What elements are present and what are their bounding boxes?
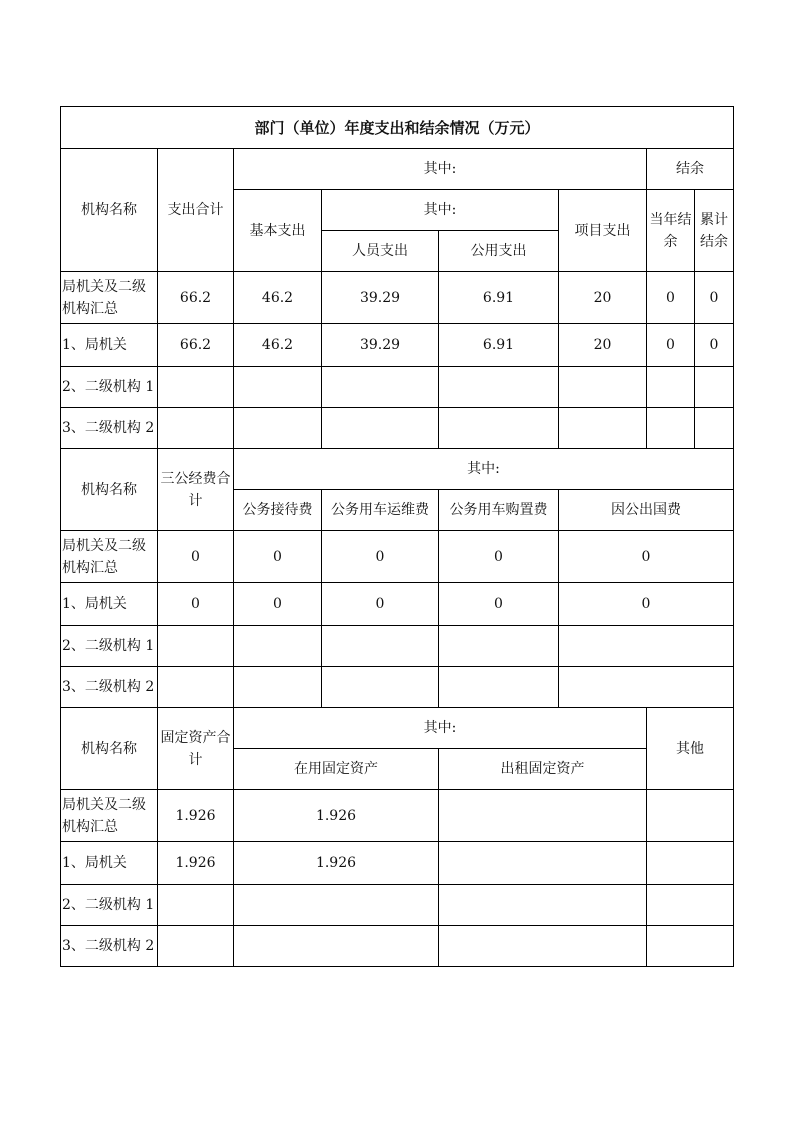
cell-personnel	[322, 367, 439, 408]
s3-total-header: 固定资产合计	[158, 708, 234, 790]
table-title: 部门（单位）年度支出和结余情况（万元）	[61, 107, 734, 149]
cell-rented	[439, 926, 647, 967]
cell-basic	[234, 408, 322, 449]
table-row	[61, 885, 734, 926]
s2-reception-header: 公务接待费	[234, 490, 322, 531]
row-name: 2、二级机构 1	[61, 367, 158, 408]
row-name: 局机关及二级机构汇总	[61, 790, 158, 842]
cell-public: 6.91	[439, 324, 559, 367]
cell-cum-balance: 0	[695, 272, 734, 324]
cell-personnel: 39.29	[322, 324, 439, 367]
cell-car-purchase: 0	[439, 531, 559, 583]
cell-total	[158, 367, 234, 408]
cell-curr-balance	[647, 408, 695, 449]
cell-total: 0	[158, 583, 234, 626]
s3-other-header: 其他	[647, 708, 734, 790]
cell-total: 66.2	[158, 272, 234, 324]
s2-total-header: 三公经费合计	[158, 449, 234, 531]
cell-car-purchase: 0	[439, 583, 559, 626]
s1-of-which: 其中:	[234, 149, 647, 190]
s2-car-purchase-header: 公务用车购置费	[439, 490, 559, 531]
cell-abroad	[559, 667, 734, 708]
s1-project-header: 项目支出	[559, 190, 647, 272]
cell-total: 1.926	[158, 842, 234, 885]
s1-public-header: 公用支出	[439, 231, 559, 272]
cell-reception	[234, 626, 322, 667]
s3-of-which: 其中:	[234, 708, 647, 749]
cell-total: 1.926	[158, 790, 234, 842]
cell-in-use: 1.926	[234, 842, 439, 885]
cell-other	[647, 842, 734, 885]
s3-org-header: 机构名称	[61, 708, 158, 790]
row-name: 1、局机关	[61, 842, 158, 885]
s2-of-which: 其中:	[234, 449, 734, 490]
row-name: 1、局机关	[61, 583, 158, 626]
cell-in-use	[234, 926, 439, 967]
row-name: 3、二级机构 2	[61, 408, 158, 449]
cell-personnel	[322, 408, 439, 449]
table-row	[61, 583, 734, 626]
cell-public: 6.91	[439, 272, 559, 324]
cell-car-maint: 0	[322, 531, 439, 583]
row-name: 3、二级机构 2	[61, 926, 158, 967]
cell-car-purchase	[439, 667, 559, 708]
budget-table	[60, 106, 734, 967]
s2-abroad-header: 因公出国费	[559, 490, 734, 531]
cell-rented	[439, 842, 647, 885]
cell-cum-balance	[695, 408, 734, 449]
cell-other	[647, 885, 734, 926]
cell-car-maint	[322, 626, 439, 667]
cell-project: 20	[559, 324, 647, 367]
cell-other	[647, 926, 734, 967]
cell-curr-balance: 0	[647, 272, 695, 324]
cell-abroad: 0	[559, 531, 734, 583]
s2-org-header: 机构名称	[61, 449, 158, 531]
cell-basic: 46.2	[234, 324, 322, 367]
cell-total	[158, 885, 234, 926]
row-name: 局机关及二级机构汇总	[61, 272, 158, 324]
s1-personnel-header: 人员支出	[322, 231, 439, 272]
table-row	[61, 626, 734, 667]
s1-of-which2: 其中:	[322, 190, 559, 231]
cell-in-use: 1.926	[234, 790, 439, 842]
cell-project	[559, 408, 647, 449]
s1-total-header: 支出合计	[158, 149, 234, 272]
s3-in-use-header: 在用固定资产	[234, 749, 439, 790]
table-row	[61, 790, 734, 842]
table-row	[61, 531, 734, 583]
cell-cum-balance: 0	[695, 324, 734, 367]
cell-basic: 46.2	[234, 272, 322, 324]
cell-abroad: 0	[559, 583, 734, 626]
cell-total	[158, 926, 234, 967]
cell-car-maint	[322, 667, 439, 708]
s1-balance-header: 结余	[647, 149, 734, 190]
table-row	[61, 408, 734, 449]
cell-basic	[234, 367, 322, 408]
cell-reception: 0	[234, 583, 322, 626]
cell-total	[158, 667, 234, 708]
cell-abroad	[559, 626, 734, 667]
cell-curr-balance	[647, 367, 695, 408]
cell-in-use	[234, 885, 439, 926]
table-row	[61, 842, 734, 885]
s1-basic-header: 基本支出	[234, 190, 322, 272]
row-name: 2、二级机构 1	[61, 885, 158, 926]
cell-total: 0	[158, 531, 234, 583]
cell-cum-balance	[695, 367, 734, 408]
cell-other	[647, 790, 734, 842]
cell-rented	[439, 885, 647, 926]
cell-total	[158, 626, 234, 667]
cell-car-purchase	[439, 626, 559, 667]
s1-cum-balance-header: 累计结余	[695, 190, 734, 272]
cell-public	[439, 408, 559, 449]
cell-public	[439, 367, 559, 408]
table-row	[61, 926, 734, 967]
cell-total	[158, 408, 234, 449]
table-row	[61, 667, 734, 708]
row-name: 3、二级机构 2	[61, 667, 158, 708]
s1-org-header: 机构名称	[61, 149, 158, 272]
cell-reception	[234, 667, 322, 708]
cell-project	[559, 367, 647, 408]
table-row	[61, 324, 734, 367]
cell-rented	[439, 790, 647, 842]
table-row	[61, 272, 734, 324]
cell-car-maint: 0	[322, 583, 439, 626]
s1-curr-balance-header: 当年结余	[647, 190, 695, 272]
s2-car-maint-header: 公务用车运维费	[322, 490, 439, 531]
row-name: 1、局机关	[61, 324, 158, 367]
cell-curr-balance: 0	[647, 324, 695, 367]
row-name: 2、二级机构 1	[61, 626, 158, 667]
table-row	[61, 367, 734, 408]
s3-rented-header: 出租固定资产	[439, 749, 647, 790]
cell-personnel: 39.29	[322, 272, 439, 324]
row-name: 局机关及二级机构汇总	[61, 531, 158, 583]
cell-total: 66.2	[158, 324, 234, 367]
cell-reception: 0	[234, 531, 322, 583]
cell-project: 20	[559, 272, 647, 324]
